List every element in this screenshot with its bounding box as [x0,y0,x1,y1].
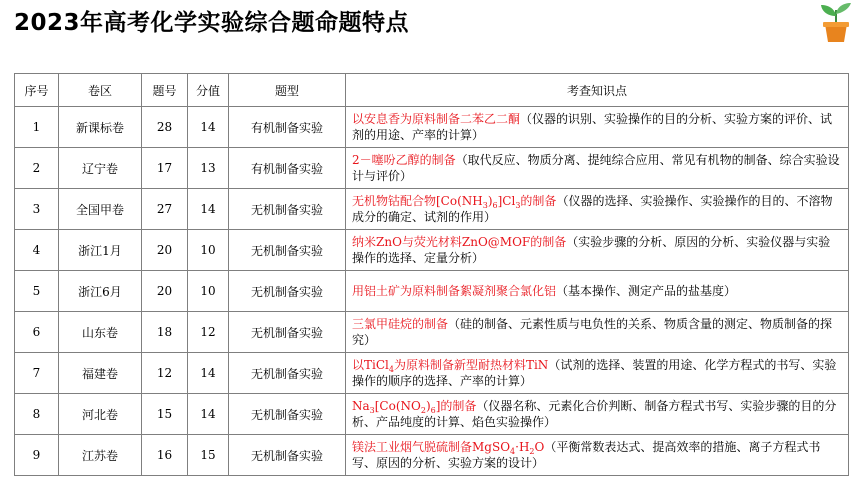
cell-no: 3 [15,189,59,230]
cell-question: 17 [142,148,188,189]
cell-score: 13 [188,148,229,189]
points-detail: （实验步骤的分析、原因的分析、实验仪器与实验操作的选择、定量分析） [352,235,831,265]
cell-knowledge-points [346,230,849,271]
experiment-topic [352,399,476,413]
points-detail: （仪器名称、元素化合价判断、制备方程式书写、实验步骤的目的分析、产品纯度的计算、焰色实验操作） [352,399,837,429]
cell-type: 无机制备实验 [229,271,346,312]
cell-type: 无机制备实验 [229,435,346,476]
cell-score: 14 [188,394,229,435]
cell-question: 16 [142,435,188,476]
points-detail: （仪器的选择、实验操作、实验操作的目的、不溶物成分的确定、试剂的作用） [352,194,833,224]
cell-region: 江苏卷 [59,435,142,476]
cell-score: 14 [188,189,229,230]
cell-knowledge-points [346,394,849,435]
cell-no: 6 [15,312,59,353]
cell-no: 5 [15,271,59,312]
cell-region: 新课标卷 [59,107,142,148]
sprout-in-pot-icon [818,2,854,44]
topic-text: 用铝土矿为原料制备絮凝剂聚合氯化铝 [352,284,557,298]
cell-knowledge-points [346,271,849,312]
cell-type: 有机制备实验 [229,148,346,189]
cell-question: 20 [142,271,188,312]
subscript: 6 [492,201,498,210]
cell-score: 12 [188,312,229,353]
cell-no: 1 [15,107,59,148]
page-title: 2023年高考化学实验综合题命题特点 [14,10,410,36]
subscript: 2 [420,406,426,415]
cell-type: 无机制备实验 [229,312,346,353]
experiment-topic [352,194,556,208]
cell-knowledge-points [346,353,849,394]
cell-knowledge-points [346,312,849,353]
header-type: 题型 [229,74,346,107]
cell-question: 20 [142,230,188,271]
subscript: 2 [529,447,535,456]
subscript: 4 [388,365,394,374]
table-row [15,230,849,271]
cell-question: 12 [142,353,188,394]
cell-score: 10 [188,230,229,271]
cell-type: 无机制备实验 [229,353,346,394]
topic-text: ]的制备 [435,399,477,413]
experiment-topic [352,235,566,249]
cell-region: 浙江1月 [59,230,142,271]
topic-text: 镁法工业烟气脱硫制备MgSO [352,440,511,454]
topic-text: 无机物钴配合物[Co(NH [352,194,483,208]
cell-type: 无机制备实验 [229,230,346,271]
points-detail: （仪器的识别、实验操作的目的分析、实验方案的评价、试剂的用途、产率的计算） [352,112,833,142]
cell-score: 14 [188,353,229,394]
experiment-topic [352,112,520,126]
topic-text: ) [487,194,493,208]
cell-no: 8 [15,394,59,435]
cell-region: 福建卷 [59,353,142,394]
cell-no: 9 [15,435,59,476]
points-detail: （取代反应、物质分离、提纯综合应用、常见有机物的制备、综合实验设计与评价） [352,153,840,183]
cell-score: 15 [188,435,229,476]
cell-question: 18 [142,312,188,353]
subscript: 3 [369,406,375,415]
header-region: 卷区 [59,74,142,107]
header-question: 题号 [142,74,188,107]
points-detail: （平衡常数表达式、提高效率的措施、离子方程式书写、原因的分析、实验方案的设计） [352,440,821,470]
cell-region: 辽宁卷 [59,148,142,189]
points-detail: （基本操作、测定产品的盐基度） [556,284,737,298]
table-header-row [15,74,849,107]
table-row [15,148,849,189]
experiment-topic [352,358,548,372]
table-row [15,271,849,312]
subscript: 3 [515,201,521,210]
subscript: 6 [430,406,436,415]
cell-region: 浙江6月 [59,271,142,312]
cell-type: 无机制备实验 [229,394,346,435]
cell-knowledge-points [346,189,849,230]
cell-score: 14 [188,107,229,148]
cell-region: 全国甲卷 [59,189,142,230]
points-detail: （硅的制备、元素性质与电负性的关系、物质含量的测定、物质制备的探究） [352,317,833,347]
experiment-topic [352,440,544,454]
topic-text: [Co(NO [374,399,421,413]
cell-knowledge-points [346,107,849,148]
cell-question: 15 [142,394,188,435]
cell-score: 10 [188,271,229,312]
exam-feature-table [14,73,849,476]
table-row [15,435,849,476]
topic-text: 以TiCl [352,358,389,372]
table-row [15,312,849,353]
points-detail: （试剂的选择、装置的用途、化学方程式的书写、实验操作的顺序的选择、产率的计算） [352,358,837,388]
cell-no: 2 [15,148,59,189]
cell-no: 7 [15,353,59,394]
topic-text: 三氯甲硅烷的制备 [352,317,449,331]
table-row [15,189,849,230]
topic-text: 的制备 [520,194,557,208]
cell-question: 28 [142,107,188,148]
topic-text: ]Cl [497,194,516,208]
cell-no: 4 [15,230,59,271]
cell-question: 27 [142,189,188,230]
topic-text: 以安息香为原料制备二苯乙二酮 [352,112,521,126]
header-score: 分值 [188,74,229,107]
topic-text: ) [425,399,431,413]
topic-text: O [534,440,545,454]
table-row [15,394,849,435]
cell-region: 山东卷 [59,312,142,353]
cell-type: 有机制备实验 [229,107,346,148]
experiment-topic [352,284,556,298]
header-no: 序号 [15,74,59,107]
experiment-topic [352,317,448,331]
topic-text: 纳米ZnO与荧光材料ZnO@MOF的制备 [352,235,567,249]
header-points: 考查知识点 [346,74,849,107]
cell-type: 无机制备实验 [229,189,346,230]
cell-region: 河北卷 [59,394,142,435]
table-row [15,353,849,394]
topic-text: ·H [515,440,530,454]
topic-text: 2－噻吩乙醇的制备 [352,153,456,167]
experiment-topic [352,153,456,167]
subscript: 4 [510,447,516,456]
topic-text: Na [352,399,370,413]
cell-knowledge-points [346,435,849,476]
cell-knowledge-points [346,148,849,189]
table-row [15,107,849,148]
topic-text: 为原料制备新型耐热材料TiN [393,358,549,372]
subscript: 3 [482,201,488,210]
